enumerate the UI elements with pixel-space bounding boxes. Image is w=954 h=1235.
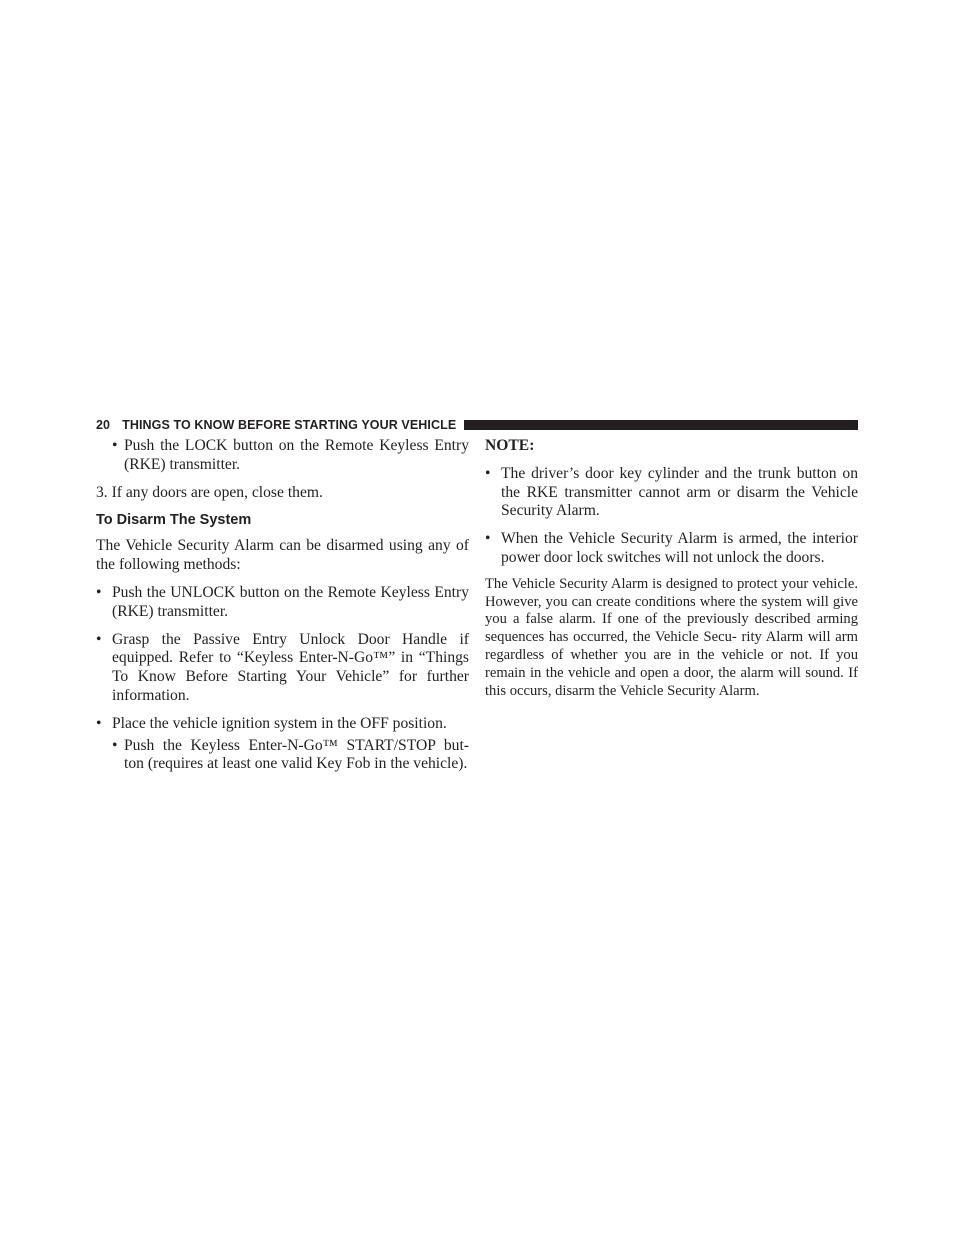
list-item-text: Place the vehicle ignition system in the OFF position. — [112, 714, 447, 732]
list-item-text: Grasp the Passive Entry Unlock Door Handle if equipped. Refer to “Keyless Enter-N-Go™” in “Things To Know Before Starting Your Vehicle” for further information. — [112, 630, 469, 704]
note-item-text: When the Vehicle Security Alarm is armed, the interior power door lock switches will not unlock the doors. — [501, 530, 858, 566]
bullet-marker: • — [112, 437, 118, 454]
bullet-marker: • — [112, 736, 118, 754]
bullet-marker: • — [485, 464, 491, 482]
left-column — [96, 437, 469, 774]
note-item-key-cylinder — [485, 465, 858, 521]
bullet-marker: • — [96, 583, 102, 601]
intro-paragraph: The Vehicle Security Alarm can be disarmed using any of the following methods: — [96, 537, 469, 574]
list-item-passive-entry — [96, 631, 469, 706]
note-item-door-lock-switches — [485, 530, 858, 568]
bullet-marker: • — [96, 714, 102, 732]
sub-bullet-lock — [96, 437, 469, 475]
note-label: NOTE: — [485, 437, 535, 454]
section-heading: To Disarm The System — [96, 512, 252, 529]
header-rule — [464, 420, 858, 430]
list-item-text: Push the UNLOCK button on the Remote Keyless Entry (RKE) transmitter. — [112, 583, 469, 620]
step-3: 3. If any doors are open, close them. — [96, 483, 323, 501]
sub-bullet-start-stop-text: Push the Keyless Enter-N-Go™ START/STOP but- ton (requires at least one valid Key Fob in the vehicle). — [124, 736, 469, 773]
page-header — [96, 417, 858, 433]
sub-bullet-start-stop — [96, 737, 469, 775]
section-title: THINGS TO KNOW BEFORE STARTING YOUR VEHICLE — [122, 418, 457, 432]
bullet-marker: • — [96, 630, 102, 648]
false-alarm-paragraph: The Vehicle Security Alarm is designed to protect your vehicle. However, you can create conditions where the system will give you a false alarm. If one of the previously described arming sequences has occurred, the Vehicle Secu- rity Alarm will arm regardless of whether you are in the vehicle or not. If you remain in the vehicle and open a door, the alarm will sound. If this occurs, disarm the Vehicle Security Alarm. — [485, 575, 858, 699]
right-column — [485, 437, 858, 700]
list-item-ignition-off — [96, 715, 469, 734]
page-number: 20 — [96, 418, 111, 432]
bullet-marker: • — [485, 530, 491, 548]
note-item-text: The driver’s door key cylinder and the trunk button on the RKE transmitter cannot arm or disarm the Vehicle Security Alarm. — [501, 464, 858, 520]
sub-bullet-lock-text: Push the LOCK button on the Remote Keyless Entry (RKE) transmitter. — [124, 437, 469, 473]
list-item-unlock — [96, 584, 469, 622]
